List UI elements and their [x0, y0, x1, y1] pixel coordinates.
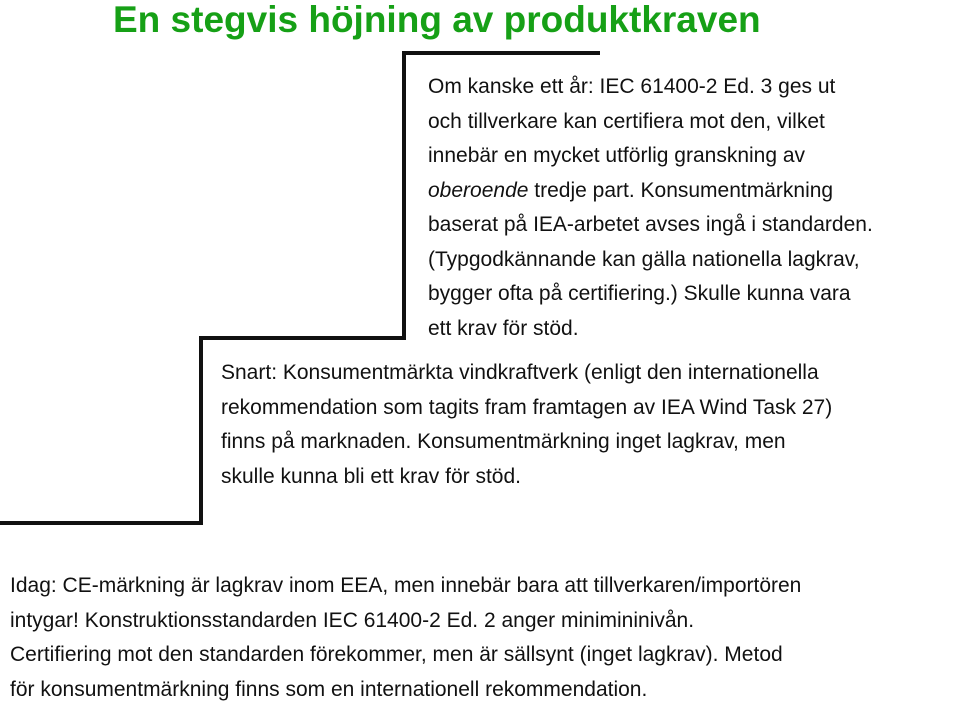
step-top-line: tredje part. Konsumentmärkning	[534, 179, 833, 202]
step-middle-line: Snart: Konsumentmärkta vindkraftverk (enligt den internationella	[221, 356, 832, 391]
step-bottom-line: Certifiering mot den standarden förekommer, men är sällsynt (inget lagkrav). Metod	[10, 638, 801, 673]
emphasis-word: oberoende	[428, 179, 528, 202]
step-bottom-line: för konsumentmärkning finns som en internationell rekommendation.	[10, 673, 801, 707]
step-top-line: (Typgodkännande kan gälla nationella lagkrav,	[428, 243, 873, 278]
step-top-line: ett krav för stöd.	[428, 312, 873, 347]
step-top-line: och tillverkare kan certifiera mot den, vilket	[428, 105, 873, 140]
step-top-line: baserat på IEA-arbetet avses ingå i standarden.	[428, 208, 873, 243]
step-top-text	[428, 70, 873, 346]
step-top-line: bygger ofta på certifiering.) Skulle kunna vara	[428, 277, 873, 312]
step-middle-line: finns på marknaden. Konsumentmärkning inget lagkrav, men	[221, 425, 832, 460]
page-title: En stegvis höjning av produktkraven	[113, 0, 761, 42]
step-middle-line: skulle kunna bli ett krav för stöd.	[221, 460, 832, 495]
step-bottom-line: Idag: CE-märkning är lagkrav inom EEA, men innebär bara att tillverkaren/importören	[10, 569, 801, 604]
step-middle-line: rekommendation som tagits fram framtagen av IEA Wind Task 27)	[221, 391, 832, 426]
step-bottom-text	[10, 569, 801, 707]
step-middle-text	[221, 356, 832, 494]
step-top-line: innebär en mycket utförlig granskning av	[428, 139, 873, 174]
step-top-line-with-emphasis	[428, 174, 873, 209]
step-top-line: Om kanske ett år: IEC 61400-2 Ed. 3 ges ut	[428, 70, 873, 105]
step-bottom-line: intygar! Konstruktionsstandarden IEC 61400-2 Ed. 2 anger minimininivån.	[10, 604, 801, 639]
